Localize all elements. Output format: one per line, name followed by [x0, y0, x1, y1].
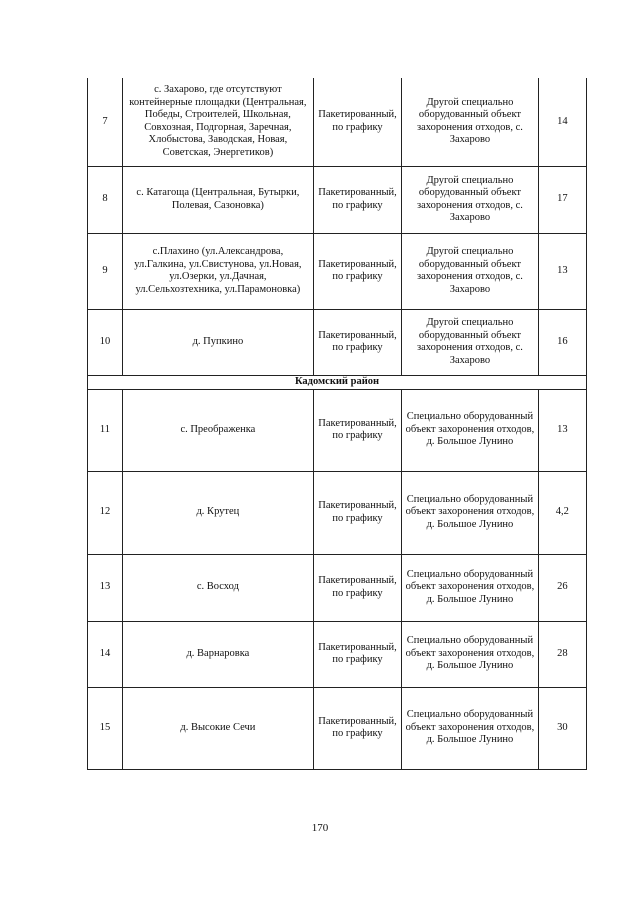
- settlement-cell: д. Варнаровка: [122, 621, 313, 687]
- row-number: 9: [88, 233, 123, 309]
- row-number: 15: [88, 687, 123, 769]
- settlement-cell: с.Плахино (ул.Александрова, ул.Галкина, ул.Свистунова, ул.Новая, ул.Озерки, ул.Дачная, ул.Сельхозтехника, ул.Парамоновка): [122, 233, 313, 309]
- disposal-site-cell: Специально оборудованный объект захоронения отходов, д. Большое Лунино: [402, 554, 539, 621]
- collection-method-cell: Пакетированный, по графику: [313, 621, 401, 687]
- distance-cell: 28: [538, 621, 586, 687]
- settlement-cell: с. Преображенка: [122, 389, 313, 471]
- page-number: 170: [311, 822, 329, 834]
- settlement-cell: с. Восход: [122, 554, 313, 621]
- settlement-cell: с. Захарово, где отсутствуют контейнерные площадки (Центральная, Победы, Строителей, Школьная, Совхозная, Подгорная, Заречная, Хлобыстова, Заводская, Новая, Советская, Энергетиков): [122, 78, 313, 166]
- collection-method-cell: Пакетированный, по графику: [313, 78, 401, 166]
- distance-cell: 14: [538, 78, 586, 166]
- distance-cell: 26: [538, 554, 586, 621]
- disposal-site-cell: Другой специально оборудованный объект захоронения отходов, с. Захарово: [402, 78, 539, 166]
- table-row: [88, 621, 587, 687]
- disposal-site-cell: Специально оборудованный объект захоронения отходов, д. Большое Лунино: [402, 389, 539, 471]
- collection-method-cell: Пакетированный, по графику: [313, 166, 401, 233]
- table-row: [88, 309, 587, 375]
- section-header-row: [88, 375, 587, 389]
- row-number: 13: [88, 554, 123, 621]
- table-row: [88, 471, 587, 554]
- settlement-cell: д. Высокие Сечи: [122, 687, 313, 769]
- row-number: 12: [88, 471, 123, 554]
- section-title: Кадомский район: [88, 375, 587, 389]
- disposal-site-cell: Специально оборудованный объект захоронения отходов, д. Большое Лунино: [402, 687, 539, 769]
- collection-method-cell: Пакетированный, по графику: [313, 233, 401, 309]
- distance-cell: 13: [538, 389, 586, 471]
- disposal-site-cell: Другой специально оборудованный объект захоронения отходов, с. Захарово: [402, 233, 539, 309]
- row-number: 7: [88, 78, 123, 166]
- settlement-cell: д. Пупкино: [122, 309, 313, 375]
- row-number: 10: [88, 309, 123, 375]
- table-row: [88, 687, 587, 769]
- table-row: [88, 166, 587, 233]
- distance-cell: 17: [538, 166, 586, 233]
- table-row: [88, 554, 587, 621]
- table-row: [88, 78, 587, 166]
- disposal-site-cell: Другой специально оборудованный объект захоронения отходов, с. Захарово: [402, 309, 539, 375]
- distance-cell: 30: [538, 687, 586, 769]
- settlement-cell: с. Катагоща (Центральная, Бутырки, Полевая, Сазоновка): [122, 166, 313, 233]
- collection-method-cell: Пакетированный, по графику: [313, 389, 401, 471]
- collection-method-cell: Пакетированный, по графику: [313, 687, 401, 769]
- collection-method-cell: Пакетированный, по графику: [313, 554, 401, 621]
- distance-cell: 13: [538, 233, 586, 309]
- table-row: [88, 389, 587, 471]
- disposal-site-cell: Другой специально оборудованный объект захоронения отходов, с. Захарово: [402, 166, 539, 233]
- distance-cell: 16: [538, 309, 586, 375]
- collection-method-cell: Пакетированный, по графику: [313, 471, 401, 554]
- distance-cell: 4,2: [538, 471, 586, 554]
- row-number: 11: [88, 389, 123, 471]
- settlement-cell: д. Крутец: [122, 471, 313, 554]
- waste-removal-table: [87, 78, 587, 770]
- disposal-site-cell: Специально оборудованный объект захоронения отходов, д. Большое Лунино: [402, 471, 539, 554]
- disposal-site-cell: Специально оборудованный объект захоронения отходов, д. Большое Лунино: [402, 621, 539, 687]
- collection-method-cell: Пакетированный, по графику: [313, 309, 401, 375]
- row-number: 14: [88, 621, 123, 687]
- table-row: [88, 233, 587, 309]
- row-number: 8: [88, 166, 123, 233]
